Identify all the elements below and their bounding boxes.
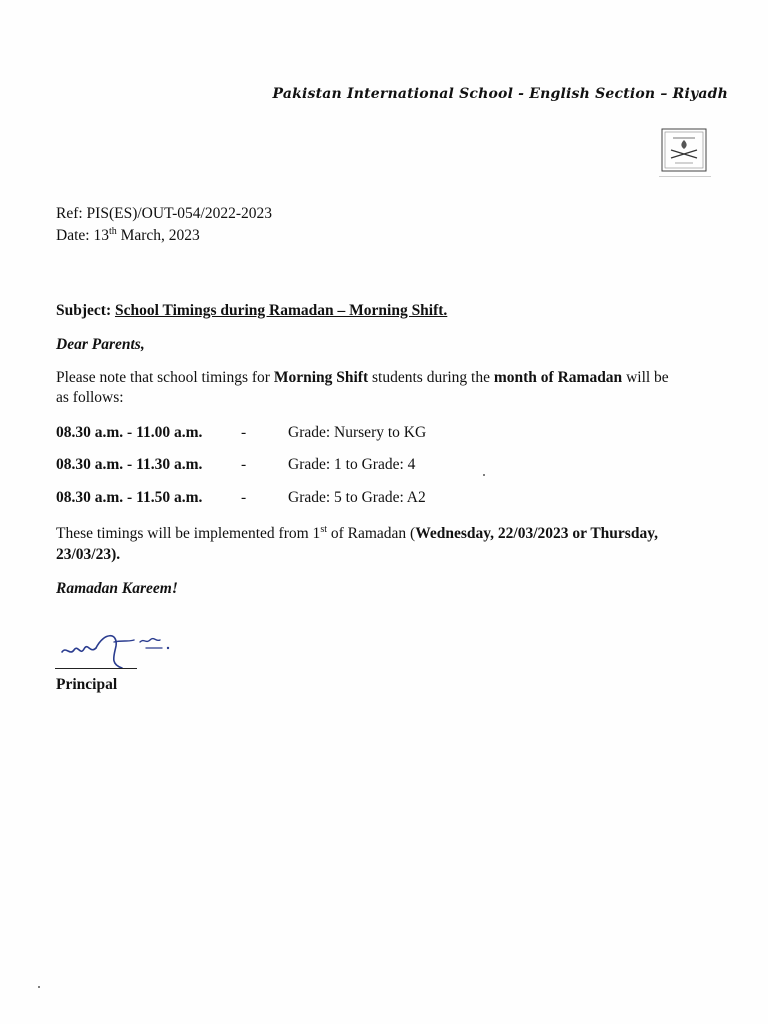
intro-part-1: Please note that school timings for bbox=[56, 369, 274, 386]
intro-line-1 bbox=[56, 369, 669, 387]
letter-date bbox=[56, 227, 200, 245]
reference-number: Ref: PIS(ES)/OUT-054/2022-2023 bbox=[56, 205, 272, 222]
intro-part-3: will be bbox=[622, 369, 669, 386]
closing-greeting: Ramadan Kareem! bbox=[56, 580, 178, 597]
scan-speck bbox=[38, 986, 40, 988]
schedule-grade: Grade: 1 to Grade: 4 bbox=[288, 456, 416, 473]
subject-label: Subject: bbox=[56, 302, 112, 319]
emblem-underline bbox=[659, 176, 711, 177]
schedule-grade: Grade: Nursery to KG bbox=[288, 424, 427, 441]
principal-signature bbox=[56, 628, 186, 672]
intro-bold-2: month of Ramadan bbox=[493, 369, 623, 386]
implementation-line-1 bbox=[56, 525, 658, 543]
intro-part-2: students during the bbox=[368, 369, 494, 386]
date-ordinal: th bbox=[108, 226, 117, 237]
scan-speck bbox=[483, 474, 485, 476]
school-emblem-icon bbox=[661, 128, 707, 172]
salutation: Dear Parents, bbox=[56, 336, 145, 353]
implementation-ordinal: st bbox=[320, 524, 327, 535]
signature-line bbox=[55, 668, 137, 669]
intro-line-2: as follows: bbox=[56, 389, 124, 406]
intro-bold-1: Morning Shift bbox=[273, 369, 369, 386]
subject-line bbox=[56, 302, 447, 320]
implementation-part-2: of Ramadan ( bbox=[326, 525, 416, 542]
schedule-dash: - bbox=[241, 489, 247, 506]
schedule-time: 08.30 a.m. - 11.30 a.m. bbox=[56, 456, 203, 473]
date-suffix: March, 2023 bbox=[116, 227, 200, 244]
subject-text: School Timings during Ramadan – Morning Shift. bbox=[114, 302, 448, 319]
schedule-grade: Grade: 5 to Grade: A2 bbox=[288, 489, 426, 506]
signatory-title: Principal bbox=[56, 676, 118, 693]
letterhead-school-name: Pakistan International School - English Section – Riyadh bbox=[272, 86, 728, 102]
date-prefix: Date: 13 bbox=[56, 227, 109, 244]
schedule-time: 08.30 a.m. - 11.50 a.m. bbox=[56, 489, 203, 506]
schedule-time: 08.30 a.m. - 11.00 a.m. bbox=[56, 424, 203, 441]
schedule-dash: - bbox=[241, 456, 247, 473]
implementation-dates: Wednesday, 22/03/2023 or Thursday, bbox=[415, 525, 658, 542]
implementation-line-2: 23/03/23). bbox=[56, 546, 121, 563]
schedule-dash: - bbox=[241, 424, 247, 441]
implementation-part-1: These timings will be implemented from 1 bbox=[56, 525, 321, 542]
